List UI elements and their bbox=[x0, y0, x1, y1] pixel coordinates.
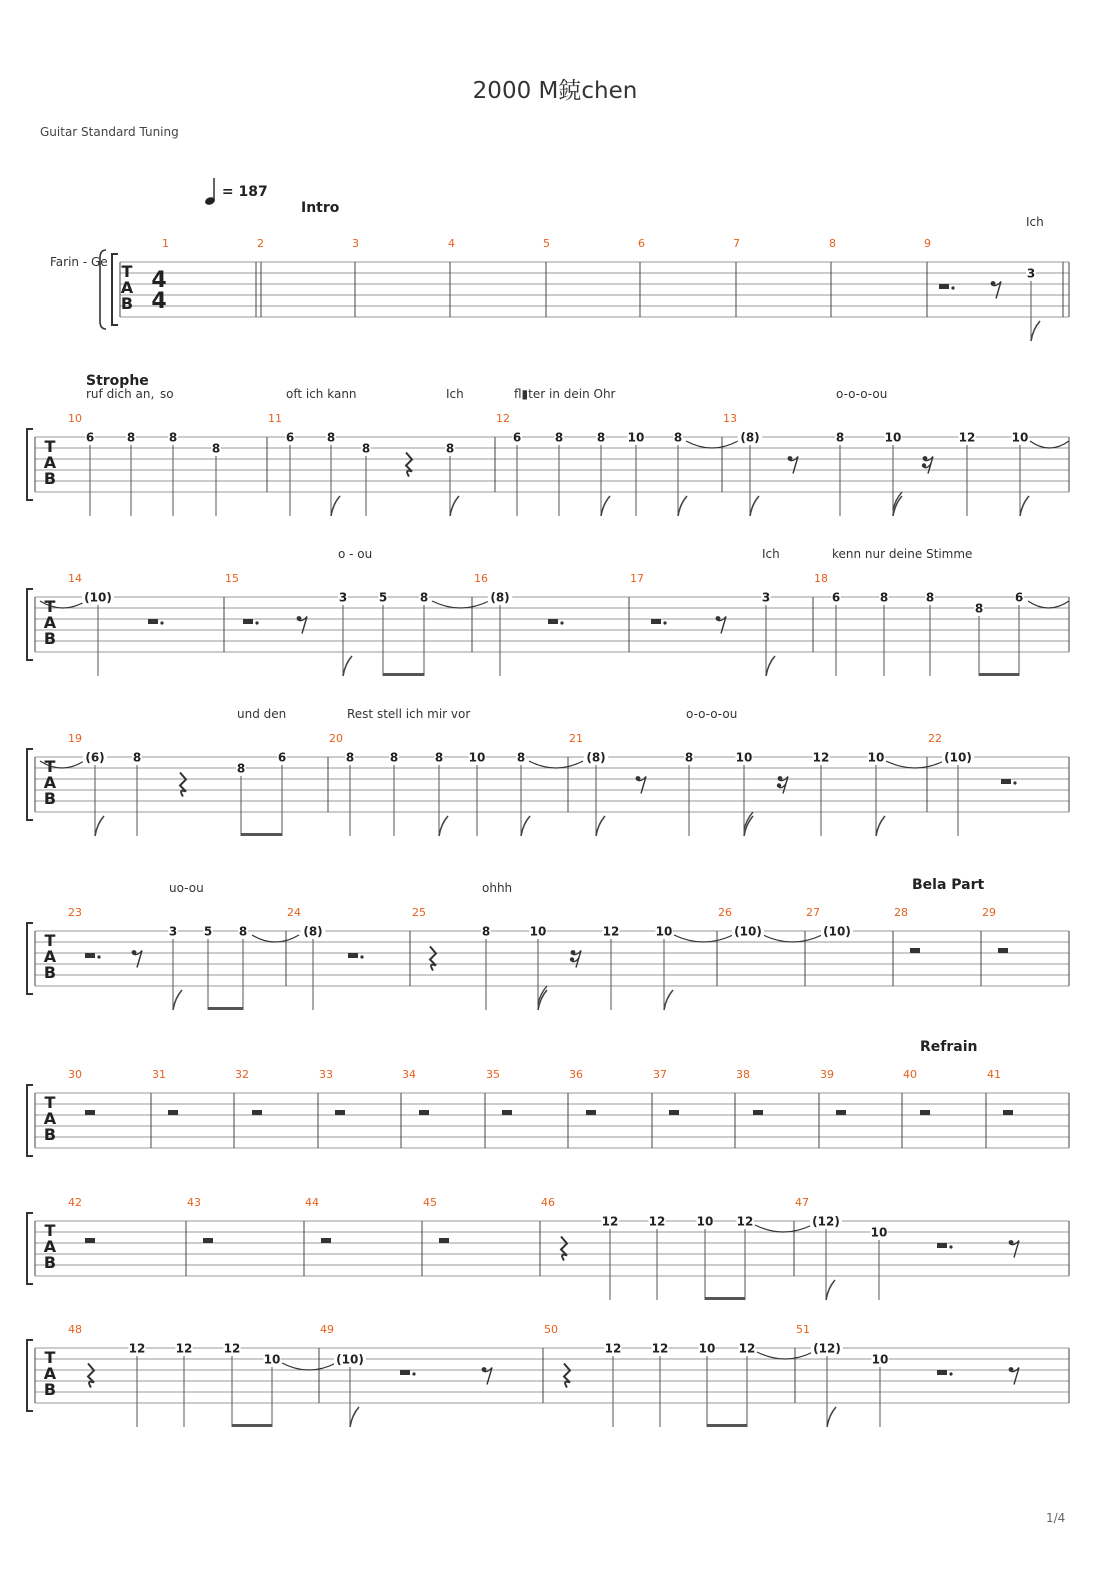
system-bracket bbox=[27, 923, 33, 994]
system-bracket bbox=[27, 1340, 33, 1411]
tab-letter: A bbox=[43, 947, 57, 966]
half-rest bbox=[937, 1243, 947, 1248]
lyric-text: ohhh bbox=[482, 881, 513, 895]
rest-dot bbox=[360, 955, 363, 958]
bar-number: 41 bbox=[987, 1068, 1001, 1081]
bar-number: 15 bbox=[225, 572, 239, 585]
bar-number: 21 bbox=[569, 732, 583, 745]
fret-number: 6 bbox=[512, 430, 522, 445]
tie-arc bbox=[757, 1352, 813, 1359]
rest-dot bbox=[255, 621, 258, 624]
note-beam bbox=[705, 1297, 745, 1300]
bar-number: 46 bbox=[541, 1196, 555, 1209]
fret-number: 12 bbox=[651, 1341, 669, 1356]
note-flag bbox=[95, 816, 104, 836]
fret-number: 8 bbox=[434, 750, 444, 765]
note-flag bbox=[1020, 496, 1029, 516]
rest-dot bbox=[1013, 781, 1016, 784]
fret-number: 10 bbox=[468, 750, 486, 765]
section-label: Intro bbox=[301, 200, 340, 216]
lyric-text: Ich bbox=[446, 387, 464, 401]
fret-number: 12 bbox=[601, 1214, 619, 1229]
bar-number: 49 bbox=[320, 1323, 334, 1336]
tab-letter: A bbox=[43, 1109, 57, 1128]
half-rest bbox=[548, 619, 558, 624]
fret-number: 8 bbox=[596, 430, 606, 445]
time-signature-top: 4 bbox=[151, 268, 167, 293]
fret-number: 10 bbox=[870, 1225, 888, 1240]
tab-letter: T bbox=[44, 1348, 56, 1367]
bar-number: 30 bbox=[68, 1068, 82, 1081]
bar-number: 14 bbox=[68, 572, 82, 585]
system-bracket bbox=[27, 1085, 33, 1156]
tab-letter: T bbox=[44, 437, 56, 456]
bar-number: 16 bbox=[474, 572, 488, 585]
half-rest bbox=[939, 284, 949, 289]
lyric-text: o-o-o-ou bbox=[836, 387, 888, 401]
tab-letter: T bbox=[44, 931, 56, 950]
lyric-text: uo-ou bbox=[169, 881, 204, 895]
fret-number: 12 bbox=[602, 924, 620, 939]
fret-number: 5 bbox=[203, 924, 213, 939]
system-bracket bbox=[27, 589, 33, 660]
note-flag bbox=[601, 496, 610, 516]
system-bracket bbox=[27, 1213, 33, 1284]
fret-number: 10 bbox=[735, 750, 753, 765]
bar-number: 44 bbox=[305, 1196, 319, 1209]
fret-number: 8 bbox=[835, 430, 845, 445]
fret-number: 12 bbox=[128, 1341, 146, 1356]
fret-number: 10 bbox=[698, 1341, 716, 1356]
lyric-text: ruf dich an, bbox=[86, 387, 155, 401]
section-label: Bela Part bbox=[912, 877, 985, 893]
fret-number: 8 bbox=[238, 924, 248, 939]
tie-arc bbox=[763, 935, 822, 942]
system-bracket bbox=[112, 254, 118, 325]
fret-number: (12) bbox=[812, 1214, 840, 1229]
half-rest bbox=[85, 953, 95, 958]
rest-dot bbox=[412, 1372, 415, 1375]
bar-number: 2 bbox=[257, 237, 264, 250]
fret-number: 8 bbox=[974, 601, 984, 616]
tuning-label: Guitar Standard Tuning bbox=[40, 125, 179, 139]
bar-number: 38 bbox=[736, 1068, 750, 1081]
tab-letter: B bbox=[43, 1253, 57, 1272]
whole-rest bbox=[669, 1110, 679, 1115]
whole-rest bbox=[321, 1238, 331, 1243]
tab-system bbox=[27, 707, 1069, 836]
bar-number: 4 bbox=[448, 237, 455, 250]
tab-letter: T bbox=[121, 262, 133, 281]
half-rest bbox=[1001, 779, 1011, 784]
bar-number: 32 bbox=[235, 1068, 249, 1081]
bar-number: 47 bbox=[795, 1196, 809, 1209]
tab-letter: A bbox=[43, 453, 57, 472]
fret-number: 6 bbox=[831, 590, 841, 605]
note-flag bbox=[1031, 321, 1040, 341]
half-rest bbox=[148, 619, 158, 624]
page-number: 1/4 bbox=[1046, 1511, 1066, 1525]
fret-number: (6) bbox=[85, 750, 105, 765]
fret-number: (10) bbox=[823, 924, 851, 939]
bar-number: 20 bbox=[329, 732, 343, 745]
fret-number: 6 bbox=[1014, 590, 1024, 605]
quarter-rest bbox=[88, 1364, 94, 1388]
whole-rest bbox=[168, 1110, 178, 1115]
whole-rest bbox=[753, 1110, 763, 1115]
fret-number: 8 bbox=[516, 750, 526, 765]
tie-arc bbox=[252, 935, 299, 942]
fret-number: 12 bbox=[604, 1341, 622, 1356]
note-flag bbox=[876, 816, 885, 836]
fret-number: 10 bbox=[871, 1352, 889, 1367]
fret-number: 12 bbox=[223, 1341, 241, 1356]
note-flag bbox=[439, 816, 448, 836]
fret-number: 8 bbox=[211, 441, 221, 456]
fret-number: 5 bbox=[378, 590, 388, 605]
bar-number: 19 bbox=[68, 732, 82, 745]
fret-number: 8 bbox=[673, 430, 683, 445]
note-flag bbox=[827, 1407, 836, 1427]
fret-number: (12) bbox=[813, 1341, 841, 1356]
bar-number: 33 bbox=[319, 1068, 333, 1081]
tab-system bbox=[27, 1039, 1069, 1156]
tab-letter: T bbox=[44, 597, 56, 616]
half-rest bbox=[651, 619, 661, 624]
time-signature-bottom: 4 bbox=[151, 289, 167, 314]
whole-rest bbox=[335, 1110, 345, 1115]
tab-letter: B bbox=[43, 1380, 57, 1399]
whole-rest bbox=[920, 1110, 930, 1115]
bar-number: 45 bbox=[423, 1196, 437, 1209]
fret-number: 3 bbox=[761, 590, 771, 605]
section-label: Strophe bbox=[86, 373, 149, 389]
bar-number: 17 bbox=[630, 572, 644, 585]
note-beam bbox=[208, 1007, 243, 1010]
fret-number: 8 bbox=[481, 924, 491, 939]
bar-number: 5 bbox=[543, 237, 550, 250]
note-beam bbox=[232, 1424, 272, 1427]
bar-number: 3 bbox=[352, 237, 359, 250]
bar-number: 13 bbox=[723, 412, 737, 425]
tab-letter: T bbox=[44, 757, 56, 776]
tab-system bbox=[27, 373, 1069, 516]
bar-number: 1 bbox=[162, 237, 169, 250]
tie-arc bbox=[755, 1225, 812, 1232]
tab-letter: T bbox=[44, 1093, 56, 1112]
whole-rest bbox=[203, 1238, 213, 1243]
fret-number: 8 bbox=[554, 430, 564, 445]
tie-arc bbox=[1028, 601, 1069, 608]
note-flag bbox=[596, 816, 605, 836]
tab-letter: B bbox=[43, 1125, 57, 1144]
bar-number: 39 bbox=[820, 1068, 834, 1081]
fret-number: 10 bbox=[884, 430, 902, 445]
rest-dot bbox=[160, 621, 163, 624]
fret-number: 8 bbox=[361, 441, 371, 456]
tab-letter: A bbox=[43, 1364, 57, 1383]
rest-dot bbox=[663, 621, 666, 624]
lyric-text: und den bbox=[237, 707, 287, 721]
tab-system bbox=[27, 877, 1069, 1010]
lyric-text: Ich bbox=[762, 547, 780, 561]
fret-number: 10 bbox=[263, 1352, 281, 1367]
tie-arc bbox=[686, 441, 738, 448]
fret-number: 8 bbox=[419, 590, 429, 605]
tab-system bbox=[50, 200, 1069, 341]
section-label: Refrain bbox=[920, 1039, 978, 1055]
rest-dot bbox=[951, 286, 954, 289]
note-flag bbox=[826, 1280, 835, 1300]
tab-letter: T bbox=[44, 1221, 56, 1240]
tie-arc bbox=[674, 935, 733, 942]
system-bracket bbox=[27, 749, 33, 820]
note-beam bbox=[383, 673, 424, 676]
whole-rest bbox=[910, 948, 920, 953]
tab-system bbox=[27, 1196, 1069, 1300]
rest-dot bbox=[560, 621, 563, 624]
tempo-value: = 187 bbox=[221, 184, 268, 200]
bar-number: 27 bbox=[806, 906, 820, 919]
tab-letter: A bbox=[120, 278, 134, 297]
note-flag bbox=[450, 496, 459, 516]
lyric-text: Ich bbox=[1026, 215, 1044, 229]
fret-number: 8 bbox=[326, 430, 336, 445]
lyric-text: o-o-o-ou bbox=[686, 707, 738, 721]
tie-arc bbox=[1030, 441, 1069, 448]
bar-number: 28 bbox=[894, 906, 908, 919]
fret-number: 8 bbox=[236, 761, 246, 776]
bar-number: 22 bbox=[928, 732, 942, 745]
fret-number: 12 bbox=[738, 1341, 756, 1356]
system-bracket bbox=[27, 429, 33, 500]
fret-number: 10 bbox=[529, 924, 547, 939]
tab-letter: B bbox=[43, 469, 57, 488]
rest-dot bbox=[949, 1372, 952, 1375]
tab-system bbox=[27, 547, 1069, 676]
tab-letter: B bbox=[43, 789, 57, 808]
bar-number: 48 bbox=[68, 1323, 82, 1336]
tie-arc bbox=[529, 761, 583, 768]
fret-number: 8 bbox=[126, 430, 136, 445]
note-flag bbox=[766, 656, 775, 676]
whole-rest bbox=[419, 1110, 429, 1115]
lyric-text: so bbox=[160, 387, 174, 401]
half-rest bbox=[400, 1370, 410, 1375]
fret-number: 12 bbox=[736, 1214, 754, 1229]
bar-number: 42 bbox=[68, 1196, 82, 1209]
fret-number: 3 bbox=[1026, 266, 1036, 281]
fret-number: 12 bbox=[812, 750, 830, 765]
bar-number: 18 bbox=[814, 572, 828, 585]
fret-number: (10) bbox=[336, 1352, 364, 1367]
note-flag bbox=[343, 656, 352, 676]
quarter-rest bbox=[564, 1364, 570, 1388]
bar-number: 26 bbox=[718, 906, 732, 919]
fret-number: 8 bbox=[925, 590, 935, 605]
tab-letter: B bbox=[43, 629, 57, 648]
fret-number: (8) bbox=[303, 924, 323, 939]
bar-number: 35 bbox=[486, 1068, 500, 1081]
bar-number: 36 bbox=[569, 1068, 583, 1081]
tie-arc bbox=[432, 601, 489, 608]
bar-number: 50 bbox=[544, 1323, 558, 1336]
whole-rest bbox=[998, 948, 1008, 953]
bar-number: 31 bbox=[152, 1068, 166, 1081]
note-flag bbox=[678, 496, 687, 516]
bar-number: 43 bbox=[187, 1196, 201, 1209]
rest-dot bbox=[949, 1245, 952, 1248]
fret-number: (8) bbox=[490, 590, 510, 605]
bar-number: 11 bbox=[268, 412, 282, 425]
half-rest bbox=[243, 619, 253, 624]
fret-number: 12 bbox=[958, 430, 976, 445]
tab-system bbox=[27, 1323, 1069, 1427]
bar-number: 23 bbox=[68, 906, 82, 919]
whole-rest bbox=[252, 1110, 262, 1115]
tie-arc bbox=[282, 1363, 336, 1370]
bar-number: 8 bbox=[829, 237, 836, 250]
lyric-text: o - ou bbox=[338, 547, 373, 561]
note-flag bbox=[521, 816, 530, 836]
fret-number: (10) bbox=[734, 924, 762, 939]
note-beam bbox=[979, 673, 1019, 676]
bar-number: 10 bbox=[68, 412, 82, 425]
bar-number: 6 bbox=[638, 237, 645, 250]
lyric-text: Rest stell ich mir vor bbox=[347, 707, 471, 721]
whole-rest bbox=[836, 1110, 846, 1115]
fret-number: 10 bbox=[867, 750, 885, 765]
fret-number: 8 bbox=[389, 750, 399, 765]
half-rest bbox=[348, 953, 358, 958]
whole-rest bbox=[502, 1110, 512, 1115]
fret-number: 3 bbox=[338, 590, 348, 605]
fret-number: (10) bbox=[944, 750, 972, 765]
fret-number: 10 bbox=[1011, 430, 1029, 445]
fret-number: (10) bbox=[84, 590, 112, 605]
half-rest bbox=[937, 1370, 947, 1375]
fret-number: 6 bbox=[285, 430, 295, 445]
tab-letter: A bbox=[43, 1237, 57, 1256]
fret-number: 8 bbox=[879, 590, 889, 605]
bar-number: 9 bbox=[924, 237, 931, 250]
tie-arc bbox=[886, 761, 944, 768]
fret-number: 3 bbox=[168, 924, 178, 939]
fret-number: 10 bbox=[655, 924, 673, 939]
tab-letter: A bbox=[43, 613, 57, 632]
fret-number: 8 bbox=[445, 441, 455, 456]
quarter-rest bbox=[406, 453, 412, 477]
bar-number: 24 bbox=[287, 906, 301, 919]
rest-dot bbox=[97, 955, 100, 958]
fret-number: (8) bbox=[586, 750, 606, 765]
bar-number: 7 bbox=[733, 237, 740, 250]
tab-letter: B bbox=[120, 294, 134, 313]
bar-number: 29 bbox=[982, 906, 996, 919]
note-flag bbox=[331, 496, 340, 516]
whole-rest bbox=[586, 1110, 596, 1115]
bar-number: 25 bbox=[412, 906, 426, 919]
fret-number: 6 bbox=[85, 430, 95, 445]
fret-number: 10 bbox=[627, 430, 645, 445]
tab-letter: B bbox=[43, 963, 57, 982]
whole-rest bbox=[85, 1238, 95, 1243]
note-flag bbox=[664, 990, 673, 1010]
whole-rest bbox=[85, 1110, 95, 1115]
bar-number: 51 bbox=[796, 1323, 810, 1336]
whole-rest bbox=[439, 1238, 449, 1243]
fret-number: (8) bbox=[740, 430, 760, 445]
bar-number: 40 bbox=[903, 1068, 917, 1081]
fret-number: 8 bbox=[132, 750, 142, 765]
note-flag bbox=[350, 1407, 359, 1427]
lyric-text: fl▮ter in dein Ohr bbox=[514, 387, 616, 401]
quarter-rest bbox=[180, 773, 186, 797]
note-flag bbox=[750, 496, 759, 516]
bar-number: 37 bbox=[653, 1068, 667, 1081]
bar-number: 34 bbox=[402, 1068, 416, 1081]
fret-number: 8 bbox=[684, 750, 694, 765]
track-name: Farin - Ge bbox=[50, 255, 108, 269]
lyric-text: kenn nur deine Stimme bbox=[832, 547, 973, 561]
fret-number: 12 bbox=[175, 1341, 193, 1356]
note-flag bbox=[173, 990, 182, 1010]
bar-number: 12 bbox=[496, 412, 510, 425]
lyric-text: oft ich kann bbox=[286, 387, 357, 401]
fret-number: 12 bbox=[648, 1214, 666, 1229]
song-title: 2000 M鋴chen bbox=[472, 78, 638, 104]
fret-number: 6 bbox=[277, 750, 287, 765]
quarter-rest bbox=[561, 1237, 567, 1261]
note-beam bbox=[707, 1424, 747, 1427]
whole-rest bbox=[1003, 1110, 1013, 1115]
note-beam bbox=[241, 833, 282, 836]
fret-number: 8 bbox=[168, 430, 178, 445]
quarter-rest bbox=[430, 947, 436, 971]
tab-letter: A bbox=[43, 773, 57, 792]
fret-number: 10 bbox=[696, 1214, 714, 1229]
fret-number: 8 bbox=[345, 750, 355, 765]
